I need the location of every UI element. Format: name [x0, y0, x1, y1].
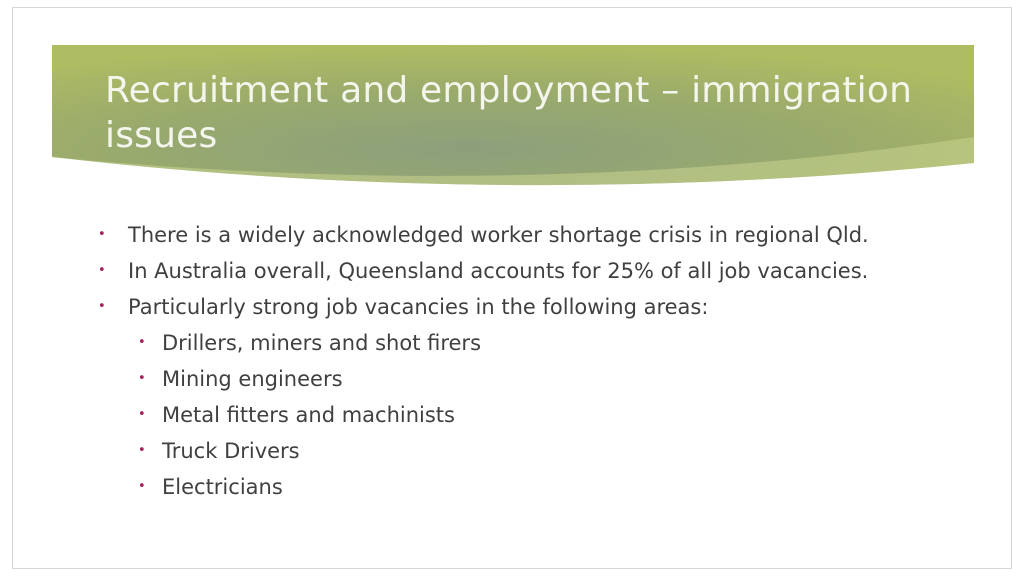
bullet-item: [98, 289, 978, 325]
bullet-list: [98, 217, 978, 505]
sub-bullet-item: [98, 361, 978, 397]
bullet-text: In Australia overall, Queensland accounts for 25% of all job vacancies.: [128, 259, 869, 283]
bullet-dot-icon: •: [138, 443, 146, 458]
sub-bullet-item: [98, 469, 978, 505]
bullet-dot-icon: •: [98, 263, 106, 278]
bullet-dot-icon: •: [138, 371, 146, 386]
sub-bullet-item: [98, 397, 978, 433]
bullet-dot-icon: •: [98, 299, 106, 314]
bullet-dot-icon: •: [98, 227, 106, 242]
sub-bullet-item: [98, 433, 978, 469]
bullet-item: [98, 217, 978, 253]
bullet-dot-icon: •: [138, 407, 146, 422]
sub-bullet-text: Mining engineers: [162, 367, 343, 391]
sub-bullet-text: Truck Drivers: [162, 439, 300, 463]
sub-bullet-item: [98, 325, 978, 361]
bullet-dot-icon: •: [138, 335, 146, 350]
bullet-item: [98, 253, 978, 289]
bullet-dot-icon: •: [138, 479, 146, 494]
sub-bullet-text: Metal fitters and machinists: [162, 403, 455, 427]
bullet-text: Particularly strong job vacancies in the following areas:: [128, 295, 709, 319]
sub-bullet-text: Electricians: [162, 475, 283, 499]
sub-bullet-text: Drillers, miners and shot firers: [162, 331, 482, 355]
slide-title: Recruitment and employment – immigration issues: [105, 70, 913, 156]
bullet-text: There is a widely acknowledged worker shortage crisis in regional Qld.: [128, 223, 869, 247]
